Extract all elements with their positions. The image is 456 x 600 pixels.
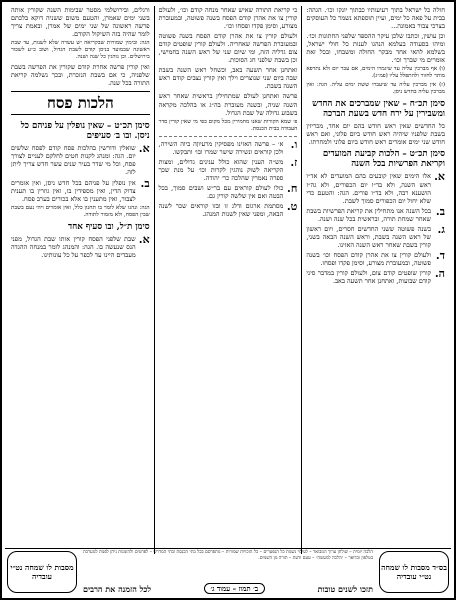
column-middle: [155, 6, 303, 554]
clause-a: [11, 144, 150, 176]
clause-text: ולעולם קורין צו את אהרן קודם הפסח וכו׳ בשנה פשוטה, ובמעוברת מצורע, וסימן פקדו ופסחו.: [306, 250, 431, 267]
section-title: הלכות פסח: [11, 91, 150, 115]
clause-j: [158, 181, 298, 200]
clause-d: [306, 248, 445, 267]
footer-bottom-row: [83, 583, 373, 594]
paragraph: (ז) אין מברכין עליה עד שיעברו ששת ימים עליה. הגה: ואין מברכין עליה בחדש ניסן.: [306, 82, 445, 96]
section-heading-428: סימן תכ״ח – שאין שמברכים את החדש ומשבירין על ירח חדש בשעת הברכה: [312, 99, 445, 120]
clause-marker: ה.: [434, 266, 445, 280]
section-heading-429: סימן תכ״ט – הלכות קביעת המועדים וקריאת הפרשיות בכל השנה: [322, 149, 445, 170]
section-heading-429b: סימן תכ״ט – שאין נופלין על פניהם כל ניסן. ובו ב׳ סעיפים: [20, 121, 150, 142]
clause-marker: ח.: [286, 181, 298, 195]
clause-text: כולו לעולם קוראים עם בר״ש ושבים סמוך, בכל הבטה ואם אין שלשה קורין גם.: [158, 183, 284, 200]
clause-marker: א.: [138, 142, 150, 156]
clause-marker: ג.: [437, 222, 445, 236]
clause-c: [306, 222, 445, 249]
clause-e: [306, 266, 445, 286]
footer-slogan-left: תזכו לשנים טובות: [317, 583, 373, 594]
clause-a: [10, 232, 150, 259]
paragraph: (ו) אף מברכין עליה עד שיגמרו הימים, אם עבר יום ולא נתרפא מותר לחזור ולהתפלל עליו (פמ״ג).: [306, 66, 445, 80]
column-left: [7, 6, 155, 554]
paragraph: פ׳ שמא הקורות שאנו מחמירין מכל מקום כפי מי שאין קורין סדר העבודה בבית הכנסת.: [158, 118, 298, 132]
paragraph: ואין קורין פרשה אחרת קודם שקורין את הפרשה בשבת שלפניה, כי אם בשבת הנזכרת, ובכך נשלמה קריאת התורה בכל שנה.: [10, 63, 150, 88]
clause-marker: א.: [138, 232, 150, 246]
clause-text: בשנה פשוטה ששני החדשים חסרים, ויום ראשון של ראש השנה בשבת, וראש השנה הבאה בשני, קורין בשבת שאחר ראש השנה האזינו.: [306, 224, 431, 249]
paragraph: כל החדשים שאין ראש חודש בהם יום אחד, מכריזין בשבת שלפניו שיהיה ראש חודש ביום פלוני, ואם ראש חודש שני ימים אומרים ראש חודש ביום פלוני ולמחרתו.: [306, 122, 445, 147]
clause-text: אלו הימים שאין קובעים בהם המועדים לא אד״ו ראש השנה, ולא בד״ו יום הכפורים, ולא גה״ז הושענא רבה, ולא בד״ו פורים. הגה: והטעם כדי שלא יחול יום הכפורים סמוך לשבת.: [306, 172, 431, 205]
clause-b: [10, 176, 150, 203]
footer-middle: [79, 549, 377, 595]
stamp-right: בס״ד מסבות לו שמחה נט״י עובדיה: [379, 551, 449, 593]
clause-text: שבת שלפני הפסח קורין אותו שבת הגדול, מפני הנס שנעשה בו. הגה: והמנהג לומר במנחה ההגדה מעבדים היינו עד לכפר על כל עונותינו.: [10, 234, 136, 259]
footer-credits: הלכה יומית – שולחן ערוך המבואר – לעילוי נשמת כל הנפטרים – כל הזכויות שמורות – מתפרסם בכל בתי הכנסת ובתי המדרש – לפרטים ולהזמנות ניתן לפנות למערכת בטלפון ובדואר – ״הלכה למעשה״ – טעם ודעת – תורה מן השמים.: [83, 550, 373, 561]
clause-marker: ז.: [290, 155, 298, 169]
paragraph: הגה: ונהגו שלא לומר בו תחנון כלל, ואין אומרים ויהי נעם בשבת שבין הפסח, ולא מזמור לתודה.: [10, 204, 150, 218]
section-heading-430: סימן ת״ל, ובו סעיף אחד: [68, 221, 150, 232]
clause-text: אין נופלין על פניהם בכל חדש ניסן, ואין אומרים צדוק הדין, ואין מספידין בו, ואין גוזרין בו תענית לצבור, ואין מתענין בו אלא בכורים בערב פסח.: [10, 178, 136, 203]
clause-text: מש״ה הענין שהוא כולל ענינים גדולים, ומצות הקריאה לשוק נוהגין לקרות וכו׳ על מנת שכך ספרה נאמרין שהלכה כר׳ יהודה.: [158, 157, 284, 182]
paragraph: הגה: ובימין שמורות שבקריאה יש עשרה שלא לשנות, עד שבת ראשונה שבמועד בניסן קודם לשבת הגדול, ושוב כ״ע לשכור בירושלים. וכן נוהגין כל שנה ושנה.: [10, 40, 150, 61]
clause-marker: ד.: [435, 248, 445, 262]
clause-marker: ו.: [290, 137, 298, 151]
clause-text: בכל השנה אנו מתחילין את קריאת הפרשיות בשבת שאחר שמחת תורה, ובראשית בכל שנה ושנה.: [306, 206, 431, 223]
columns: [7, 6, 449, 554]
paragraph: כי קריאת התורה שאיש שאחר מנחה קודם וכו׳, ולעולם קורין צו את אהרן קודם הפסח בשנה פשוטה, ובמעוברת מצורע, וסימן פקדו ופסחו וכו׳.: [158, 6, 298, 31]
paragraph: חולה כל ישראל בתוך רעיעותיו כבתוך יונקו וכו׳. הגהה: בבית על פאה כל ימים, ועיין תוספתא נשמר כל העוסקים בצרכי צבור באמונה...: [306, 6, 445, 31]
stamp-left: מסבות לו שמחה נט״י עובדיה: [7, 551, 77, 593]
clause-h: [158, 137, 298, 156]
divider: [159, 136, 298, 137]
clause-k: [158, 199, 298, 218]
clause-text: שואלין ודורשין בהלכות פסח קודם לפסח שלשים יום. הגה: ומנהג לקנות חטים לחלקם לעניים לצורך פסח, וכל מי שדר בעיר שנים עשר חדש צריך ליתן לזה.: [10, 144, 136, 177]
clause-text: מסתמת ארגום ודלג זו ובזו קוראים שכר לשנה הבאה, ומפני שאין לשנות המנהג.: [158, 201, 284, 218]
page-indicator: ב׳ תמוז – עמוד ג׳: [204, 583, 266, 594]
paragraph: ולעולם קורין צו את אהרן קודם הפסח בשנה פשוטה ובמעוברת הפרשה שאחריה. ולעולם קורין שופטים קודם צום גדליה הזה, ומי שיום שני של ראש השנה בחמישי, וכן בשבת שלפני חג הסוכות.: [158, 32, 298, 65]
paragraph: ואתחנן אחר תשעה באב, וכשחל ראש השנה בשבת שבה ביום שני שנוצרים וילך ואין קורין נצבים קודם ראש השנה בשבת.: [158, 66, 298, 91]
clause-text: קורין שופטים קודם צום, ולעולם קורין במדבר סיני קודם שבועות, ואתחנן אחר תשעה באב.: [306, 268, 431, 286]
clause-b: [306, 204, 445, 223]
clause-marker: ב.: [435, 204, 445, 218]
clause-text: א׳ – פרשה האזינו מפסיקין מרעיוןה ביוה השירה, ולכן קוראים ונשירה שישר שמרו ובו׳ ותבקשו.: [158, 139, 284, 156]
paragraph: וכן עושין, וכתבו שלכן עיקר ההספד שלפני החתונות וכו׳. ומיהו בסעודה בעלמא הנהגו לענות כל חולי ישראל, בשלמא להאי אחד מבקר החולה ומשבחו, ובכל זאת אומרים מי שברך וכו׳.: [306, 32, 445, 65]
clause-marker: א.: [434, 170, 445, 184]
paragraph: פרשה ואתחנן לעולם שמתחילין בראשית שאחר ראש השנה שניה, ובשנה מעוברת בה״ג או בהלכה מקראה בשבוע גדולה של שבת הגדול.: [158, 92, 298, 117]
footer: [5, 548, 451, 595]
paragraph: ורגלים, ובירושלמי מסטר שבימות השנה שקורין אותה בשני ימים שאמרן, והטעם משום ששניה דוקא בלכתם פרשה ראשונה של שני ימים של אמרן, ובאמת צריך לומר שהיה בזה השיקול הקודם.: [10, 6, 150, 39]
clause-a: [306, 172, 445, 204]
clause-marker: ב.: [140, 176, 150, 190]
clause-i: [158, 155, 298, 182]
footer-slogan-right: לכל הזמנה את הרבים: [83, 583, 152, 594]
clause-marker: ט.: [286, 199, 298, 213]
column-right: [302, 6, 449, 554]
